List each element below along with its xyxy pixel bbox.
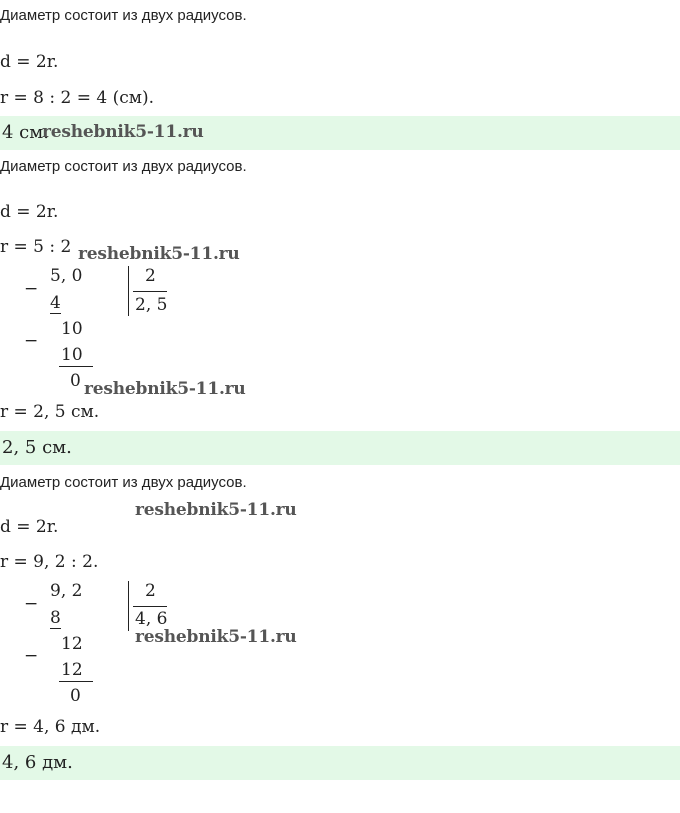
minus-sign: −: [24, 279, 39, 299]
minus-sign: −: [24, 594, 39, 614]
block3-calc: r = 9, 2 : 2.: [0, 552, 99, 572]
watermark: reshebnik5-11.ru: [135, 500, 297, 520]
divisor-line: [133, 291, 167, 292]
block2-div-rem2: 0: [70, 371, 81, 391]
block2-result: r = 2, 5 см.: [0, 402, 100, 422]
block3-result: r = 4, 6 дм.: [0, 717, 101, 737]
block3-div-divisor: 2: [145, 581, 156, 601]
block1-formula: d = 2r.: [0, 52, 59, 72]
divisor-line: [133, 606, 167, 607]
division-bar: [128, 266, 129, 316]
block3-answer-box: [0, 746, 680, 780]
division-bar: [128, 581, 129, 631]
block2-div-sub2: 10: [61, 345, 83, 365]
block3-div-dividend: 9, 2: [50, 581, 83, 601]
block3-div-sub2: 12: [61, 660, 83, 680]
block2-answer-box: [0, 431, 680, 465]
block3-formula: d = 2r.: [0, 517, 59, 537]
block3-div-sub1: 8: [50, 608, 61, 628]
block2-div-rem1: 10: [61, 319, 83, 339]
block2-div-quotient: 2, 5: [135, 295, 168, 315]
subtraction-line: [59, 681, 93, 682]
watermark: reshebnik5-11.ru: [84, 379, 246, 399]
block2-div-dividend: 5, 0: [50, 266, 83, 286]
minus-sign: −: [24, 646, 39, 666]
block2-intro: Диаметр состоит из двух радиусов.: [0, 158, 247, 175]
subtraction-line: [59, 366, 93, 367]
block2-div-divisor: 2: [145, 266, 156, 286]
watermark: reshebnik5-11.ru: [135, 627, 297, 647]
block3-div-rem1: 12: [61, 634, 83, 654]
watermark: reshebnik5-11.ru: [78, 244, 240, 264]
block1-calc: r = 8 : 2 = 4 (см).: [0, 88, 155, 108]
block2-formula: d = 2r.: [0, 202, 59, 222]
block1-answer: 4 см.: [2, 122, 49, 143]
block2-answer: 2, 5 см.: [2, 437, 72, 458]
block3-answer: 4, 6 дм.: [2, 752, 73, 773]
minus-sign: −: [24, 331, 39, 351]
block2-div-sub1: 4: [50, 293, 61, 313]
watermark: reshebnik5-11.ru: [42, 122, 204, 142]
block1-intro: Диаметр состоит из двух радиусов.: [0, 7, 247, 24]
block3-intro: Диаметр состоит из двух радиусов.: [0, 474, 247, 491]
block3-div-quotient: 4, 6: [135, 609, 168, 629]
block3-div-rem2: 0: [70, 686, 81, 706]
block2-calc: r = 5 : 2: [0, 237, 72, 257]
